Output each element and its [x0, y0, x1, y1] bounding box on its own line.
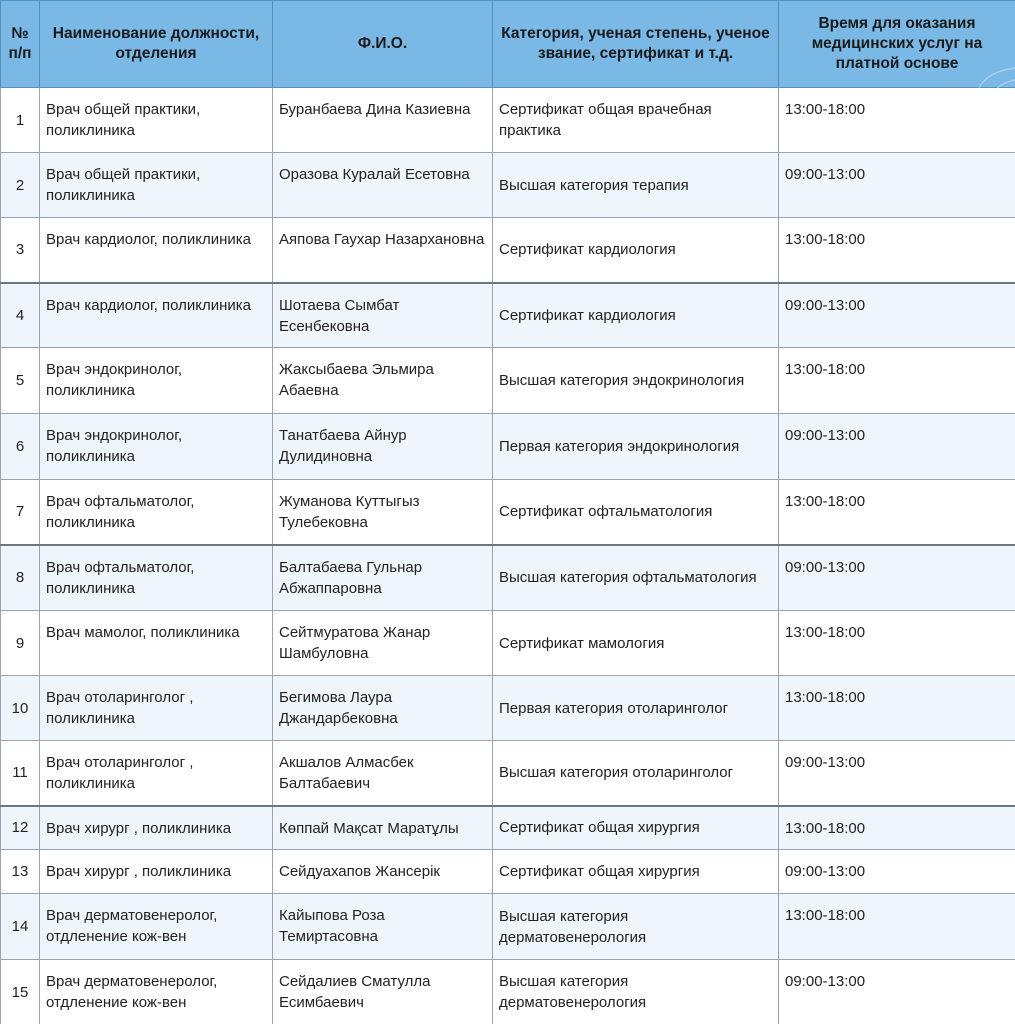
cell-name: Кайыпова Роза Темиртасовна — [273, 894, 493, 960]
cell-time: 09:00-13:00 — [779, 960, 1015, 1024]
cell-time: 13:00-18:00 — [779, 806, 1015, 850]
cell-category: Высшая категория отоларинголог — [493, 741, 779, 806]
cell-category: Первая категория эндокринология — [493, 414, 779, 480]
cell-time: 09:00-13:00 — [779, 545, 1015, 611]
cell-time: 13:00-18:00 — [779, 218, 1015, 283]
header-name: Ф.И.О. — [273, 1, 493, 88]
table-row — [1, 153, 1015, 218]
table-row — [1, 88, 1015, 153]
cell-category: Сертификат офтальматология — [493, 480, 779, 545]
cell-time: 13:00-18:00 — [779, 480, 1015, 545]
cell-category: Сертификат общая врачебная практика — [493, 88, 779, 153]
header-category: Категория, ученая степень, ученое звание, сертификат и т.д. — [493, 1, 779, 88]
cell-number: 12 — [1, 806, 40, 850]
cell-time: 13:00-18:00 — [779, 611, 1015, 676]
table-row — [1, 545, 1015, 611]
cell-position: Врач офтальматолог, поликлиника — [40, 545, 273, 611]
cell-number: 7 — [1, 480, 40, 545]
cell-name: Акшалов Алмасбек Балтабаевич — [273, 741, 493, 806]
table-row — [1, 894, 1015, 960]
table-row — [1, 283, 1015, 348]
table-body — [1, 88, 1015, 1024]
cell-name: Буранбаева Дина Казиевна — [273, 88, 493, 153]
cell-number: 6 — [1, 414, 40, 480]
table-row — [1, 480, 1015, 545]
cell-number: 8 — [1, 545, 40, 611]
table-row — [1, 348, 1015, 414]
cell-position: Врач отоларинголог , поликлиника — [40, 741, 273, 806]
table-row — [1, 676, 1015, 741]
cell-time: 09:00-13:00 — [779, 850, 1015, 894]
cell-time: 09:00-13:00 — [779, 414, 1015, 480]
table-row — [1, 218, 1015, 283]
cell-number: 9 — [1, 611, 40, 676]
header-position: Наименование должности, отделения — [40, 1, 273, 88]
cell-number: 15 — [1, 960, 40, 1024]
cell-category: Сертификат кардиология — [493, 218, 779, 283]
cell-category: Первая категория отоларинголог — [493, 676, 779, 741]
table-row — [1, 741, 1015, 806]
cell-position: Врач эндокринолог, поликлиника — [40, 348, 273, 414]
cell-time: 09:00-13:00 — [779, 283, 1015, 348]
cell-position: Врач общей практики, поликлиника — [40, 88, 273, 153]
cell-name: Аяпова Гаухар Назархановна — [273, 218, 493, 283]
cell-position: Врач офтальматолог, поликлиника — [40, 480, 273, 545]
cell-name: Шотаева Сымбат Есенбековна — [273, 283, 493, 348]
header-number: № п/п — [1, 1, 40, 88]
cell-name: Бегимова Лаура Джандарбековна — [273, 676, 493, 741]
cell-category: Высшая категория дерматовенерология — [493, 960, 779, 1024]
cell-name: Сейдалиев Сматулла Есимбаевич — [273, 960, 493, 1024]
cell-number: 13 — [1, 850, 40, 894]
table-row — [1, 960, 1015, 1024]
cell-name: Көппай Мақсат Маратұлы — [273, 806, 493, 850]
header-time: Время для оказания медицинских услуг на платной основе — [779, 1, 1015, 88]
cell-name: Сейтмуратова Жанар Шамбуловна — [273, 611, 493, 676]
cell-name: Сейдуахапов Жансерік — [273, 850, 493, 894]
cell-number: 10 — [1, 676, 40, 741]
cell-position: Врач дерматовенеролог, отдленение кож-вен — [40, 960, 273, 1024]
cell-position: Врач хирург , поликлиника — [40, 806, 273, 850]
cell-position: Врач дерматовенеролог, отдленение кож-вен — [40, 894, 273, 960]
cell-name: Балтабаева Гульнар Абжаппаровна — [273, 545, 493, 611]
table-row — [1, 850, 1015, 894]
cell-category: Высшая категория дерматовенерология — [493, 894, 779, 960]
cell-position: Врач общей практики, поликлиника — [40, 153, 273, 218]
cell-name: Жаксыбаева Эльмира Абаевна — [273, 348, 493, 414]
cell-time: 13:00-18:00 — [779, 88, 1015, 153]
cell-time: 13:00-18:00 — [779, 348, 1015, 414]
table-row — [1, 414, 1015, 480]
cell-position: Врач мамолог, поликлиника — [40, 611, 273, 676]
cell-position: Врач кардиолог, поликлиника — [40, 218, 273, 283]
cell-category: Сертификат общая хирургия — [493, 850, 779, 894]
cell-category: Высшая категория эндокринология — [493, 348, 779, 414]
cell-name: Жуманова Куттыгыз Тулебековна — [273, 480, 493, 545]
cell-number: 2 — [1, 153, 40, 218]
cell-time: 09:00-13:00 — [779, 741, 1015, 806]
cell-number: 11 — [1, 741, 40, 806]
cell-name: Оразова Куралай Есетовна — [273, 153, 493, 218]
table-row — [1, 611, 1015, 676]
cell-category: Высшая категория офтальматология — [493, 545, 779, 611]
cell-time: 13:00-18:00 — [779, 894, 1015, 960]
table-row — [1, 806, 1015, 850]
cell-name: Танатбаева Айнур Дулидиновна — [273, 414, 493, 480]
cell-number: 4 — [1, 283, 40, 348]
cell-number: 1 — [1, 88, 40, 153]
cell-number: 5 — [1, 348, 40, 414]
cell-category: Сертификат кардиология — [493, 283, 779, 348]
cell-number: 3 — [1, 218, 40, 283]
cell-number: 14 — [1, 894, 40, 960]
cell-position: Врач отоларинголог , поликлиника — [40, 676, 273, 741]
cell-category: Сертификат мамология — [493, 611, 779, 676]
cell-category: Высшая категория терапия — [493, 153, 779, 218]
cell-time: 13:00-18:00 — [779, 676, 1015, 741]
cell-category: Сертификат общая хирургия — [493, 806, 779, 850]
header-row — [1, 1, 1015, 88]
cell-position: Врач эндокринолог, поликлиника — [40, 414, 273, 480]
cell-position: Врач хирург , поликлиника — [40, 850, 273, 894]
cell-time: 09:00-13:00 — [779, 153, 1015, 218]
cell-position: Врач кардиолог, поликлиника — [40, 283, 273, 348]
